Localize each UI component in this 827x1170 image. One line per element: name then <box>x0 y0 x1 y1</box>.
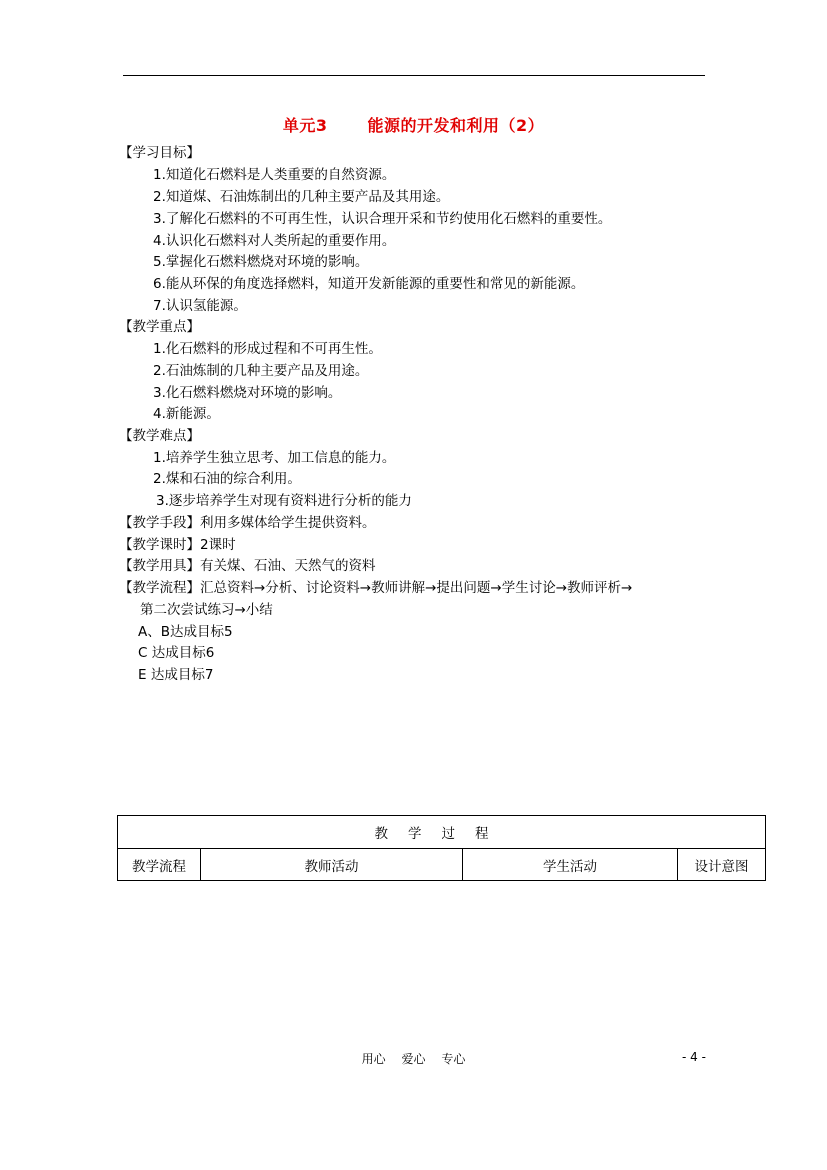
unit-label: 单元3 <box>282 116 328 135</box>
header-rule <box>123 75 705 76</box>
lesson-name: 能源的开发和利用（2） <box>367 116 545 135</box>
means-heading: 【教学手段】 <box>119 515 200 531</box>
difficulty-item: 3.逐步培养学生对现有资料进行分析的能力 <box>156 493 412 509</box>
tools-text: 有关煤、石油、天然气的资料 <box>200 558 376 574</box>
process-table <box>117 815 766 881</box>
hours-line <box>119 535 236 555</box>
means-text: 利用多媒体给学生提供资料。 <box>200 515 376 531</box>
page-number: - 4 - <box>682 1050 706 1064</box>
target-item: C 达成目标6 <box>138 645 215 661</box>
difficulty-heading: 【教学难点】 <box>119 428 200 444</box>
hours-heading: 【教学课时】 <box>119 537 200 553</box>
footer-motto-1: 用心 <box>361 1052 386 1066</box>
lesson-title <box>0 113 827 136</box>
difficulty-item: 2.煤和石油的综合利用。 <box>153 471 301 487</box>
footer-motto-2: 爱心 <box>401 1052 426 1066</box>
goal-item: 7.认识氢能源。 <box>153 298 247 314</box>
goal-item: 3.了解化石燃料的不可再生性，认识合理开采和节约使用化石燃料的重要性。 <box>153 211 612 227</box>
hours-text: 2课时 <box>200 537 236 553</box>
focus-item: 1.化石燃料的形成过程和不可再生性。 <box>153 341 382 357</box>
footer-motto-3: 专心 <box>441 1052 466 1066</box>
goal-item: 4.认识化石燃料对人类所起的重要作用。 <box>153 233 396 249</box>
header-cell-teacher: 教师活动 <box>201 849 463 881</box>
focus-item: 2.石油炼制的几种主要产品及用途。 <box>153 363 369 379</box>
goal-item: 2.知道煤、石油炼制出的几种主要产品及其用途。 <box>153 189 450 205</box>
means-line <box>119 513 376 533</box>
focus-item: 3.化石燃料燃烧对环境的影响。 <box>153 385 342 401</box>
focus-heading: 【教学重点】 <box>119 319 200 335</box>
flow-continuation: 第二次尝试练习→小结 <box>140 602 273 618</box>
flow-line <box>119 578 632 598</box>
goal-item: 5.掌握化石燃料燃烧对环境的影响。 <box>153 254 369 270</box>
header-cell-flow: 教学流程 <box>118 849 201 881</box>
goals-heading: 【学习目标】 <box>119 145 200 161</box>
table-title: 教学过程 <box>118 816 766 849</box>
target-item: A、B达成目标5 <box>138 624 233 640</box>
focus-item: 4.新能源。 <box>153 406 220 422</box>
tools-heading: 【教学用具】 <box>119 558 200 574</box>
header-cell-intent: 设计意图 <box>678 849 766 881</box>
tools-line <box>119 556 376 576</box>
target-item: E 达成目标7 <box>138 667 214 683</box>
table-header-row <box>118 849 766 881</box>
header-cell-student: 学生活动 <box>463 849 678 881</box>
flow-text: 汇总资料→分析、讨论资料→教师讲解→提出问题→学生讨论→教师评析→ <box>200 580 633 596</box>
table-title-row <box>118 816 766 849</box>
goal-item: 1.知道化石燃料是人类重要的自然资源。 <box>153 167 396 183</box>
goal-item: 6.能从环保的角度选择燃料，知道开发新能源的重要性和常见的新能源。 <box>153 276 585 292</box>
flow-heading: 【教学流程】 <box>119 580 200 596</box>
difficulty-item: 1.培养学生独立思考、加工信息的能力。 <box>153 450 396 466</box>
